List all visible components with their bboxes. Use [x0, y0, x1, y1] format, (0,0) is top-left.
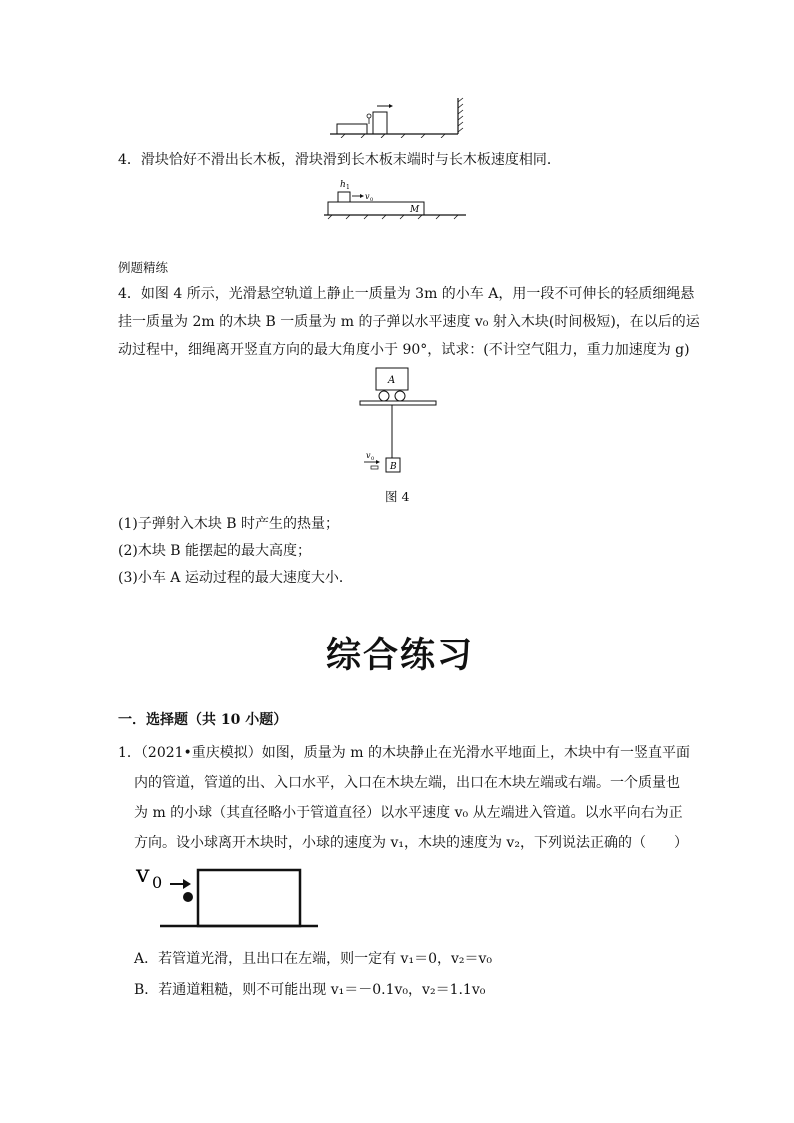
option-A: A．若管道光滑，且出口在左端，则一定有 v₁＝0，v₂＝v₀	[134, 951, 493, 967]
figure-4-caption: 图 4	[385, 489, 410, 504]
q1-line1: 1．（2021•重庆模拟）如图，质量为 m 的木块静止在光滑水平地面上，木块中有一竖直平面	[118, 745, 690, 761]
problem4-line1: 4．如图 4 所示，光滑悬空轨道上静止一质量为 3m 的小车 A，用一段不可伸长的轻质细绳悬	[118, 286, 695, 302]
problem4-q1: (1)子弹射入木块 B 时产生的热量；	[118, 516, 340, 532]
example-heading: 例题精练	[118, 260, 169, 275]
problem4-q3: (3)小车 A 运动过程的最大速度大小．	[118, 570, 353, 586]
q1-line2: 内的管道，管道的出、入口水平，入口在木块左端，出口在木块左端或右端。一个质量也	[134, 775, 680, 791]
q1-line3: 为 m 的小球（其直径略小于管道直径）以水平速度 v₀ 从左端进入管道。以水平向右为正	[134, 805, 683, 821]
q1-v-label: v	[136, 860, 150, 888]
option-B: B．若通道粗糙，则不可能出现 v₁＝－0.1v₀，v₂＝1.1v₀	[134, 982, 486, 998]
v0-label: v	[365, 192, 370, 201]
q1-line4: 方向。设小球离开木块时，小球的速度为 v₁，木块的速度为 v₂，下列说法正确的（ ）	[134, 835, 688, 851]
top-figure	[325, 94, 465, 138]
figure-4	[356, 366, 442, 482]
M-label: M	[410, 205, 420, 215]
problem4-q2: (2)木块 B 能摆起的最大高度；	[118, 543, 312, 559]
slider-plank-figure	[322, 176, 472, 224]
h-subscript: 1	[346, 184, 350, 191]
block-B-label: B	[390, 462, 397, 472]
h-label: h	[340, 180, 346, 190]
item-4-text: 4．滑块恰好不滑出长木板，滑块滑到长木板末端时与长木板速度相同．	[118, 152, 561, 168]
q1-v-subscript: 0	[152, 873, 163, 892]
section-title: 综合练习	[326, 636, 475, 676]
cart-A-label: A	[388, 375, 396, 386]
choice-heading: 一．选择题（共 10 小题）	[118, 712, 288, 728]
q1-figure	[132, 858, 322, 932]
fig4-v-subscript: 0	[371, 456, 375, 462]
fig4-v-label: v	[366, 451, 371, 460]
problem4-line2: 挂一质量为 2m 的木块 B 一质量为 m 的子弹以水平速度 v₀ 射入木块(时间极短)，在以后的运	[118, 314, 700, 330]
problem4-line3: 动过程中，细绳离开竖直方向的最大角度小于 90°，试求：(不计空气阻力，重力加速度为 g)	[118, 342, 690, 358]
v0-subscript: 0	[370, 197, 374, 203]
